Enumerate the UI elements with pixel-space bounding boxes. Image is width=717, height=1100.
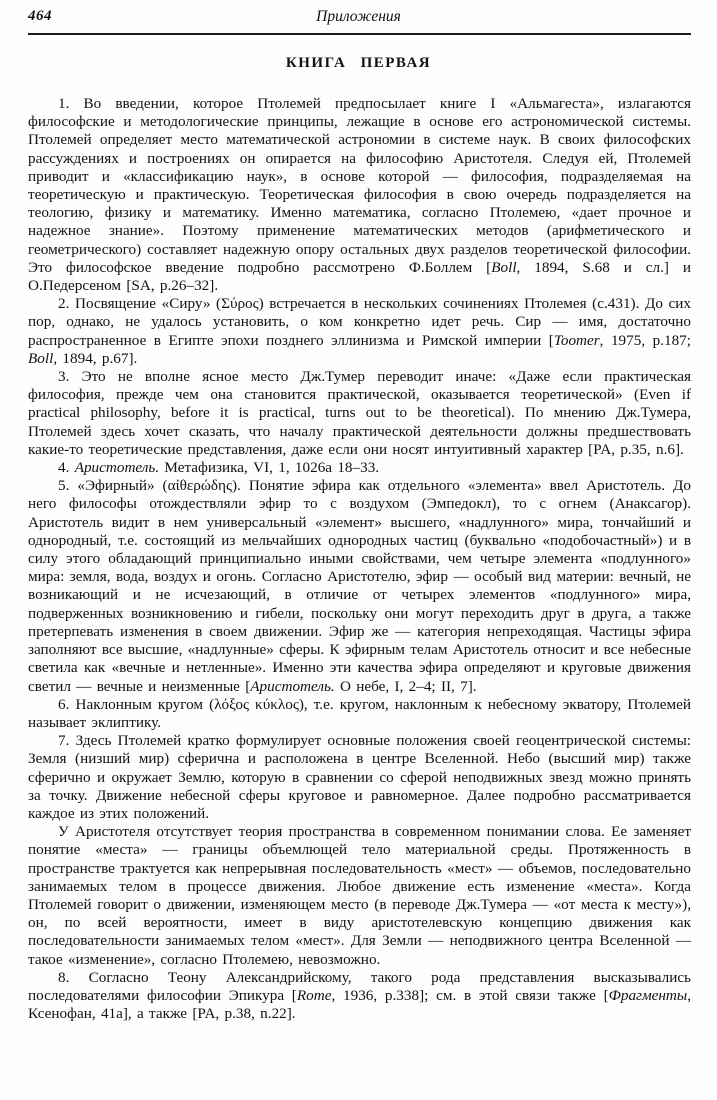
text-run: 2. Посвящение «Сиру» (Σύρος) встречается в нескольких сочинениях Птолемея (с.431). До сих пор, однако, не удалось установить, о ком конкретно идет речь. Сир — имя, достаточно распространенное в Египте эпохи позднего эллинизма и Римской империи [ bbox=[28, 295, 691, 349]
text-run: 3. Это не вполне ясное место Дж.Тумер переводит иначе: «Даже если практическая философия, прежде чем она становится практической, оказывается теоретической» (Even if practical philosophy, before it is practical, turns out to be theoretical). По мнению Дж.Тумера, Птолемей здесь хочет сказать, что началу практической деятельности должны предшествовать какие-то теоретические представления, даже если они носят интуитивный характер [PA, p.35, n.6]. bbox=[28, 368, 691, 458]
reference-italic: Фрагменты bbox=[608, 986, 688, 1004]
paragraph bbox=[28, 969, 691, 1024]
paragraph bbox=[28, 732, 691, 823]
paragraph bbox=[28, 459, 691, 477]
reference-italic: Аристотель. bbox=[250, 677, 335, 695]
text-run: , Ксенофан, 41а], а также [PA, p.38, n.22]. bbox=[28, 986, 691, 1023]
text-run: О небе, I, 2–4; II, 7]. bbox=[334, 677, 477, 695]
header-divider bbox=[28, 33, 691, 35]
text-run: 1. Во введении, которое Птолемей предпосылает книге I «Альмагеста», излагаются философские и методологические принципы, лежащие в основе его астрономической системы. Птолемей определяет место математической астрономии в системе наук. В своих философских рассуждениях и построениях он опирается на философию Аристотеля. Следуя ей, Птолемей приводит и «классификацию наук», в основе которой — философия, подразделяемая на теоретическую и практическую. Теоретическая философия в свою очередь подразделяется на теологию, физику и математику. Именно математика, согласно Птолемею, «дает прочное и надежное знание». Поэтому применение математических методов (арифметического и геометрического) составляет надежную опору остальных двух разделов теоретической философии. Это философское введение подробно рассмотрено Ф.Боллем [ bbox=[28, 95, 691, 276]
reference-italic: Boll bbox=[28, 349, 54, 367]
text-run: 5. «Эфирный» (αἰθερώδης). Понятие эфира как отдельного «элемента» ввел Аристотель. До него философы отождествляли эфир то с воздухом (Эмпедокл), то с огнем (Анаксагор). Аристотель видит в нем универсальный «элемент» высшего, «надлунного» мира, тончайший и однородный, т.е. состоящий из мельчайших однородных частиц (буквально «подобочастный») и в силу этого обладающий принципиально иными свойствами, чем четыре элемента «подлунного» мира: земля, вода, воздух и огонь. Согласно Аристотелю, эфир — особый вид материи: вечный, не возникающий и не исчезающий, в отличие от четырех элементов «подлунного» мира, подверженных возникновению и гибели, поскольку они могут переходить друг в друга, а также претерпевать изменения в своем движении. Эфир же — категория непреходящая. Частицы эфира заполняют все высшие, «надлунные» сферы. К эфирным телам Аристотель относит и все небесные светила как «вечные и нетленные». Именно эти качества эфира определяют и круговые движения светил — вечные и неизменные [ bbox=[28, 477, 691, 695]
text-run: 8. Согласно Теону Александрийскому, такого рода представления высказывались последователями философии Эпикура [ bbox=[28, 968, 691, 1004]
running-title: Приложения bbox=[316, 8, 401, 25]
reference-italic: Toomer bbox=[553, 331, 600, 349]
text-run: У Аристотеля отсутствует теория пространства в современном понимании слова. Ее заменяет понятие «места» — границы объемлющей тело материальной среды. Протяженность в пространстве трактуется как непрерывная последовательность «мест» — объемов, последовательно занимаемых телом в процессе движения. Любое движение есть изменение «места». Когда Птолемей говорит о движении, изменяющем место (в переводе Дж.Тумера — «от места к месту»), он, по всей вероятности, имеет в виду аристотелевскую концепцию движения как последовательности занимаемых телом «мест». Для Земли — неподвижного центра Вселенной — такое «изменение», согласно Птолемею, невозможно. bbox=[28, 823, 691, 968]
text-run: Метафизика, VI, 1, 1026a 18–33. bbox=[159, 459, 380, 477]
paragraph bbox=[28, 477, 691, 695]
section-title: КНИГА ПЕРВАЯ bbox=[285, 55, 432, 71]
text-run: 7. Здесь Птолемей кратко формулирует основные положения своей геоцентрической системы: Земля (низший мир) сферична и расположена в центре Вселенной. Небо (высший мир) также сферично и окружает Землю, которую в сравнении со сферой неподвижных звезд можно принять за точку. Движение небесной сферы круговое и равномерное. Далее подробно рассматривается каждое из этих положений. bbox=[28, 732, 691, 822]
text-run: 6. Наклонным кругом (λόξος κύκλος), т.е. кругом, наклонным к небесному экватору, Птолемей называет эклиптику. bbox=[28, 695, 691, 731]
reference-italic: Rome bbox=[296, 986, 332, 1004]
reference-italic: Boll bbox=[491, 258, 517, 276]
text-run: , 1894, p.67]. bbox=[53, 349, 138, 367]
text-run: , 1936, p.338]; см. в этой связи также [ bbox=[331, 986, 609, 1004]
text-run: 4. bbox=[58, 459, 75, 477]
paragraph bbox=[28, 696, 691, 732]
paragraph bbox=[28, 295, 691, 368]
paragraph bbox=[28, 95, 691, 295]
reference-italic: Аристотель. bbox=[74, 459, 160, 477]
page-number: 464 bbox=[28, 8, 52, 24]
text-run: , 1894, S.68 и сл.] и О.Педерсеном [SA, p.26–32]. bbox=[28, 258, 691, 295]
paragraph bbox=[28, 823, 691, 969]
text-run: , 1975, p.187; bbox=[599, 331, 691, 349]
commentary-text bbox=[28, 95, 691, 1023]
running-head bbox=[28, 6, 689, 28]
paragraph bbox=[28, 368, 691, 459]
